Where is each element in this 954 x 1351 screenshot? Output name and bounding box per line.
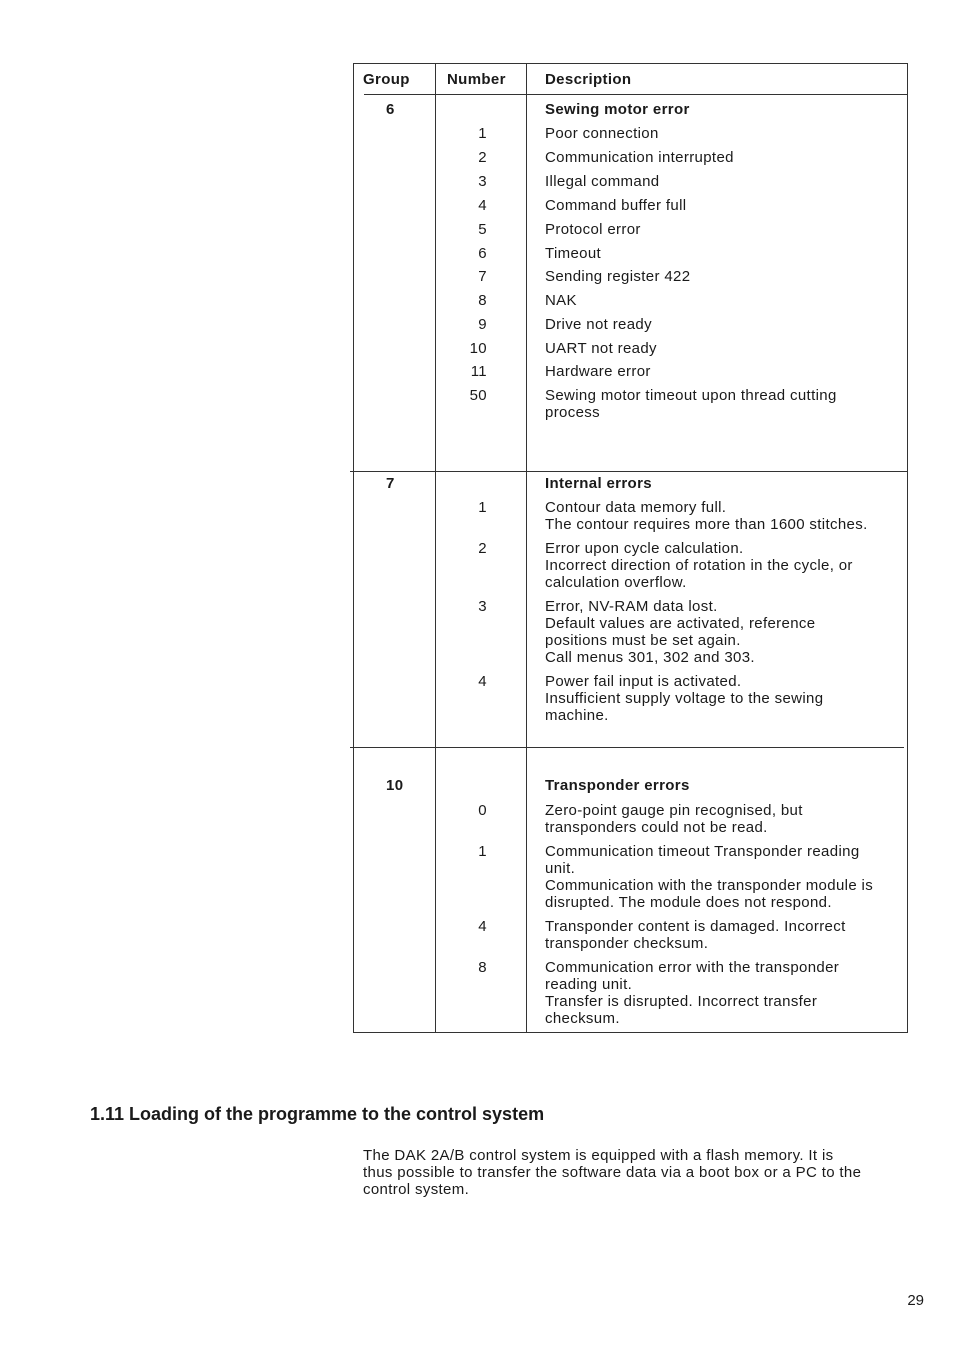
header-description: Description: [545, 71, 632, 88]
error-number: 1: [478, 499, 487, 516]
header-group: Group: [363, 71, 410, 88]
error-number: 50: [469, 387, 487, 404]
description-line: Poor connection: [545, 125, 659, 142]
body-line: control system.: [363, 1181, 470, 1198]
description-line: Power fail input is activated.: [545, 673, 742, 690]
error-number: 11: [470, 363, 487, 380]
section-heading: 1.11 Loading of the programme to the control system: [90, 1104, 545, 1124]
column-divider: [526, 64, 527, 1032]
description-line: Hardware error: [545, 363, 651, 380]
description-line: Communication interrupted: [545, 149, 734, 166]
error-number: 3: [478, 598, 487, 615]
group-title: Internal errors: [545, 475, 652, 492]
group-number: 10: [386, 777, 404, 794]
description-line: Error, NV-RAM data lost.: [545, 598, 718, 615]
description-line: NAK: [545, 292, 577, 309]
description-line: calculation overflow.: [545, 574, 687, 591]
error-description: [545, 245, 909, 262]
error-description: [545, 959, 909, 1027]
group-number: 7: [386, 475, 395, 492]
error-description: [545, 292, 909, 309]
error-description: [545, 125, 909, 142]
description-line: positions must be set again.: [545, 632, 741, 649]
description-line: Drive not ready: [545, 316, 652, 333]
description-line: Sewing motor timeout upon thread cutting: [545, 387, 837, 404]
error-description: [545, 918, 909, 952]
error-number: 10: [469, 340, 487, 357]
error-description: [545, 843, 909, 911]
description-line: Protocol error: [545, 221, 641, 238]
error-description: [545, 340, 909, 357]
description-line: transponder checksum.: [545, 935, 709, 952]
description-line: Transfer is disrupted. Incorrect transfer: [545, 993, 818, 1010]
group-title: Transponder errors: [545, 777, 690, 794]
error-number: 5: [478, 221, 487, 238]
error-description: [545, 173, 909, 190]
error-description: [545, 673, 909, 724]
error-number: 8: [478, 959, 487, 976]
error-description: [545, 802, 909, 836]
description-line: Sending register 422: [545, 268, 691, 285]
description-line: reading unit.: [545, 976, 633, 993]
description-line: Insufficient supply voltage to the sewing: [545, 690, 824, 707]
description-line: UART not ready: [545, 340, 657, 357]
group-title: Sewing motor error: [545, 101, 690, 118]
error-number: 1: [478, 843, 487, 860]
description-line: Communication timeout Transponder reading: [545, 843, 860, 860]
description-line: Communication with the transponder module is: [545, 877, 874, 894]
description-line: The contour requires more than 1600 stitches.: [545, 516, 868, 533]
description-line: Call menus 301, 302 and 303.: [545, 649, 755, 666]
error-number: 9: [478, 316, 487, 333]
header-number: Number: [447, 71, 506, 88]
error-number: 0: [478, 802, 487, 819]
description-line: Illegal command: [545, 173, 660, 190]
description-line: disrupted. The module does not respond.: [545, 894, 832, 911]
error-number: 4: [478, 197, 487, 214]
error-description: [545, 363, 909, 380]
description-line: Contour data memory full.: [545, 499, 727, 516]
error-description: [545, 268, 909, 285]
error-code-table: [353, 63, 908, 1033]
group-separator: [350, 471, 907, 472]
group-number: 6: [386, 101, 395, 118]
description-line: Timeout: [545, 245, 602, 262]
error-number: 2: [478, 540, 487, 557]
description-line: checksum.: [545, 1010, 620, 1027]
header-rule: [364, 94, 907, 95]
description-line: Incorrect direction of rotation in the cycle, or: [545, 557, 853, 574]
description-line: machine.: [545, 707, 609, 724]
error-number: 4: [478, 673, 487, 690]
description-line: unit.: [545, 860, 576, 877]
description-line: Zero-point gauge pin recognised, but: [545, 802, 803, 819]
error-description: [545, 149, 909, 166]
error-number: 7: [478, 268, 487, 285]
description-line: process: [545, 404, 600, 421]
error-description: [545, 221, 909, 238]
description-line: Communication error with the transponder: [545, 959, 840, 976]
error-description: [545, 540, 909, 591]
section-body: [363, 1147, 923, 1198]
column-divider: [435, 64, 436, 1032]
description-line: transponders could not be read.: [545, 819, 768, 836]
description-line: Default values are activated, reference: [545, 615, 816, 632]
error-number: 8: [478, 292, 487, 309]
error-number: 4: [478, 918, 487, 935]
error-description: [545, 499, 909, 533]
error-description: [545, 387, 909, 421]
body-line: thus possible to transfer the software data via a boot box or a PC to the: [363, 1164, 862, 1181]
group-separator: [350, 747, 904, 748]
description-line: Transponder content is damaged. Incorrect: [545, 918, 846, 935]
error-number: 2: [478, 149, 487, 166]
error-description: [545, 197, 909, 214]
error-number: 3: [478, 173, 487, 190]
error-description: [545, 316, 909, 333]
body-line: The DAK 2A/B control system is equipped with a flash memory. It is: [363, 1147, 834, 1164]
error-description: [545, 598, 909, 666]
error-number: 1: [478, 125, 487, 142]
error-number: 6: [478, 245, 487, 262]
description-line: Command buffer full: [545, 197, 687, 214]
description-line: Error upon cycle calculation.: [545, 540, 744, 557]
page-number: 29: [907, 1292, 924, 1309]
